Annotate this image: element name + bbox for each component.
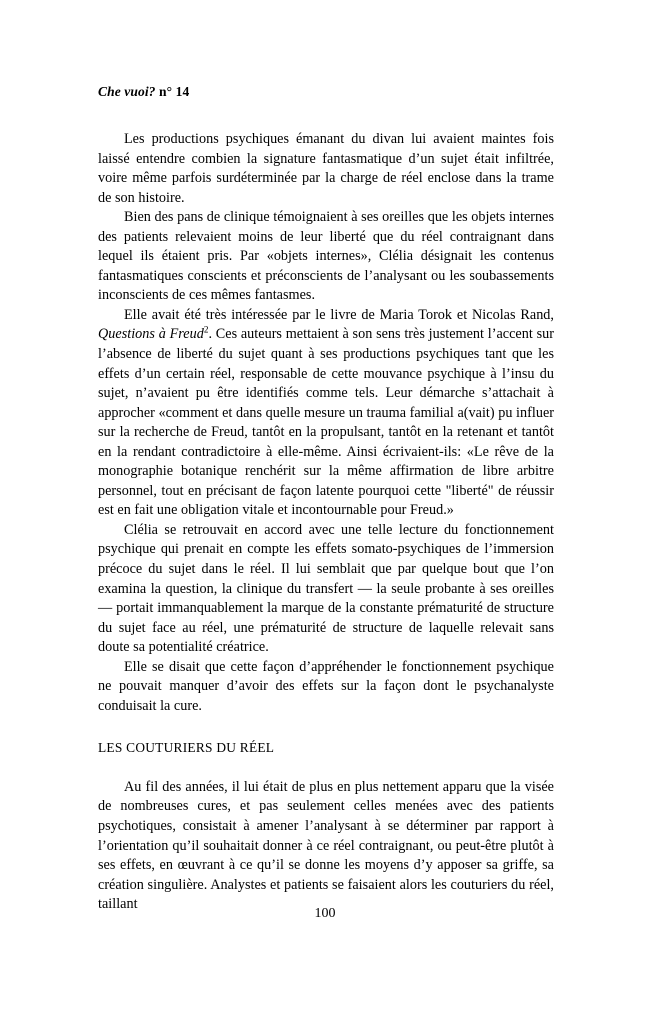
paragraph-3 <box>98 306 554 521</box>
running-head-issue: n° 14 <box>159 84 190 99</box>
running-head <box>98 84 554 100</box>
running-head-journal-title: Che vuoi? <box>98 84 156 99</box>
page-text-block <box>98 84 554 915</box>
paragraph-1: Les productions psychiques émanant du divan lui avaient maintes fois laissé entendre combien la signature fantasmatique d’un sujet était infiltrée, voire même parfois surdéterminée par la charge de réel enclose dans la trame de son histoire. <box>98 131 554 206</box>
paragraph-6: Au fil des années, il lui était de plus en plus nettement apparu que la visée de nombreuses cures, et pas seulement celles menées avec des patients psychotiques, consistait à amener l’analysant à se déterminer par rapport à l’orientation qu’il souhaitait donner à ce réel contraignant, ou peut-être plutôt à ses effets, en œuvrant à ce qu’il se donne les moyens d’y apposer sa griffe, sa création singulière. Analystes et patients se faisaient alors les couturiers du réel, taillant <box>98 778 554 913</box>
page-number: 100 <box>314 906 336 921</box>
paragraph-2: Bien des pans de clinique témoignaient à ses oreilles que les objets internes des patients relevaient moins de leur liberté que du réel contraignant dans lequel ils étaient pris. Par «objets internes», Clélia désignait les contenus fantasmatiques conscients et préconscients de l’analysant ou les soubassements inconscients de ces mêmes fantasmes. <box>98 209 554 304</box>
paragraph-5: Elle se disait que cette façon d’appréhender le fonctionnement psychique ne pouvait manquer d’avoir des effets sur la façon dont le psychanalyste conduisait la cure. <box>98 658 554 714</box>
paragraph-3-rest: . Ces auteurs mettaient à son sens très justement l’accent sur l’absence de liberté du sujet quant à ses productions psychiques tant que les effets d’un certain réel, responsable de cette mouvance psychique à l’insu du sujet, n’avaient pu être identifiés comme tels. Leur démarche s’attachait à approcher «comment et dans quelle mesure un trauma familial a(vait) pu influer sur la recherche de Freud, tantôt en la propulsant, tantôt en la retenant et tantôt en la rendant contradictoire à elle-même. Ainsi écrivaient-ils: «Le rêve de la monographie botanique renchérit sur la même affirmation de libre arbitre personnel, tout en précisant de façon latente pourquoi cette "liberté" de réussir est en fait une obligation vitale et incontournable pour Freud.» <box>98 326 554 519</box>
paragraph-3-lead: Elle avait été très intéressée par le livre de Maria Torok et Nicolas Rand, <box>124 306 554 323</box>
book-title-questions-a-freud: Questions à Freud <box>98 326 204 343</box>
section-heading: LES COUTURIERS DU RÉEL <box>98 740 275 756</box>
paragraph-4: Clélia se retrouvait en accord avec une telle lecture du fonctionnement psychique qui prenait en compte les effets somato-psychiques de l’immersion précoce du sujet dans le réel. Il lui semblait que par quelque bout que l’on examina la question, la clinique du transfert — la seule probante à ses oreilles — portait immanquablement la marque de la constante prématurité de structure du sujet face au réel, une prématurité de structure de laquelle relevait sans doute sa potentialité créatrice. <box>98 521 554 656</box>
footnote-marker: 2 <box>203 324 209 335</box>
